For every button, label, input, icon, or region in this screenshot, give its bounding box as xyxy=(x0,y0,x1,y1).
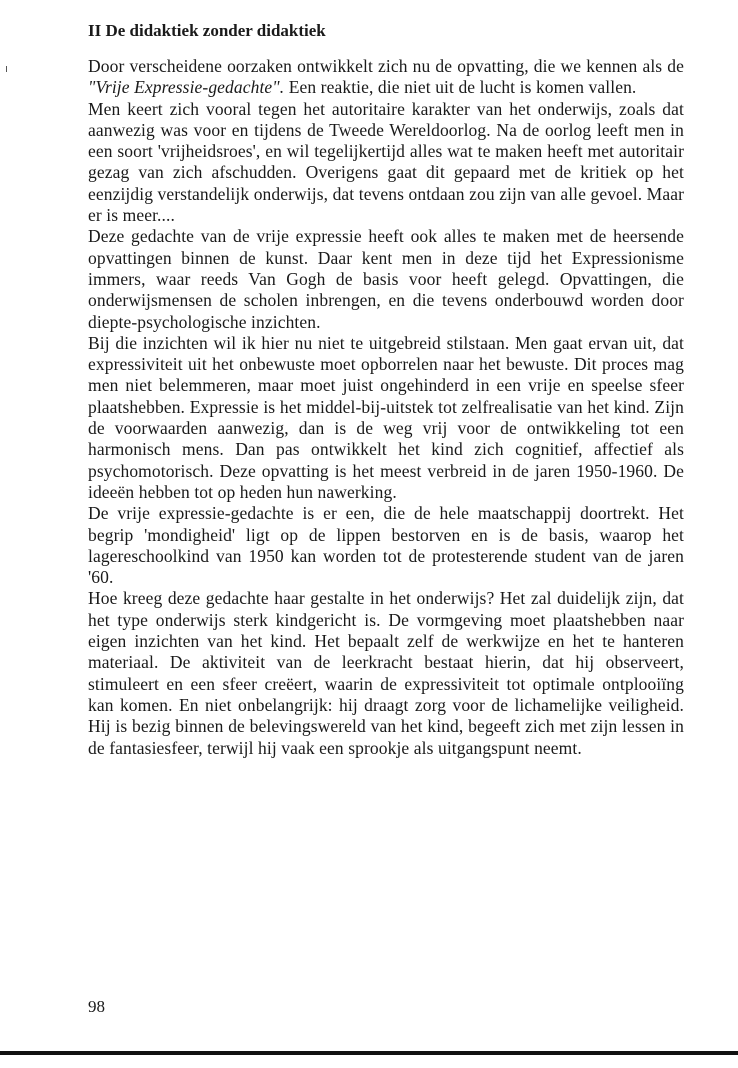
paragraph-1-text-after: Een reaktie, die niet uit de lucht is komen vallen. xyxy=(284,77,637,98)
section-heading: II De didaktiek zonder didaktiek xyxy=(88,21,326,40)
paragraph-6: Hoe kreeg deze gedachte haar gestalte in het onderwijs? Het zal duidelijk zijn, dat het type onderwijs sterk kindgericht is. De vormgeving moet plaatshebben naar eigen inzichten van het kind. Het bepaalt zelf de werkwijze en het te hanteren materiaal. De aktiviteit van de leerkracht bestaat hierin, dat hij observeert, stimuleert en een sfeer creëert, waarin de expressiviteit tot optimale ontplooiïng kan komen. En niet onbelangrijk: hij draagt zorg voor de lichamelijke veiligheid. Hij is bezig binnen de belevingswereld van het kind, begeeft zich met zijn lessen in de fantasiesfeer, terwijl hij vaak een sprookje als uitgangspunt neemt. xyxy=(88,588,684,758)
paragraph-1-text-before: Door verscheidene oorzaken ontwikkelt zich nu de opvatting, die we kennen als de xyxy=(88,56,684,76)
paragraph-2: Men keert zich vooral tegen het autoritaire karakter van het onderwijs, zoals dat aanwezig was voor en tijdens de Tweede Wereldoorlog. Na de oorlog leeft men in een soort 'vrijheidsroes', en wil tegelijkertijd alles wat te maken heeft met autoritair gezag van zich afschudden. Overigens gaat dit gepaard met de kritiek op het eenzijdig verstandelijk onderwijs, dat tevens ontdaan zou zijn van alle gevoel. Maar er is meer.... xyxy=(88,98,684,226)
margin-mark xyxy=(6,66,7,72)
paragraph-1-emphasis: "Vrije Expressie-gedachte". xyxy=(88,77,285,98)
paragraph-5: De vrije expressie-gedachte is er een, die de hele maatschappij doortrekt. Het begrip 'mondigheid' ligt op de lippen bestorven en is de basis, waarop het lagereschoolkind van 1950 kan worden tot de protesterende student van de jaren '60. xyxy=(88,503,684,588)
page-number: 98 xyxy=(88,997,105,1016)
bottom-rule xyxy=(0,1051,738,1055)
paragraph-3: Deze gedachte van de vrije expressie heeft ook alles te maken met de heersende opvattingen binnen de kunst. Daar kent men in deze tijd het Expressionisme immers, waar reeds Van Gogh de basis voor heeft gelegd. Opvattingen, die onderwijsmensen de scholen inbrengen, en die tevens onderbouwd worden door diepte-psychologische inzichten. xyxy=(88,226,684,332)
paragraph-1 xyxy=(88,56,684,99)
paragraph-4: Bij die inzichten wil ik hier nu niet te uitgebreid stilstaan. Men gaat ervan uit, dat expressiviteit uit het onbewuste moet opborrelen naar het bewuste. Dit proces mag men niet belemmeren, maar moet juist ongehinderd in een vrije en speelse sfeer plaatshebben. Expressie is het middel-bij-uitstek tot zelfrealisatie van het kind. Zijn de voorwaarden aanwezig, dan is de weg vrij voor de ontwikkeling tot een harmonisch mens. Dan pas ontwikkelt het kind zich cognitief, affectief als psychomotorisch. Deze opvatting is het meest verbreid in de jaren 1950-1960. De ideeën hebben tot op heden hun nawerking. xyxy=(88,332,684,502)
page-body xyxy=(88,20,684,759)
